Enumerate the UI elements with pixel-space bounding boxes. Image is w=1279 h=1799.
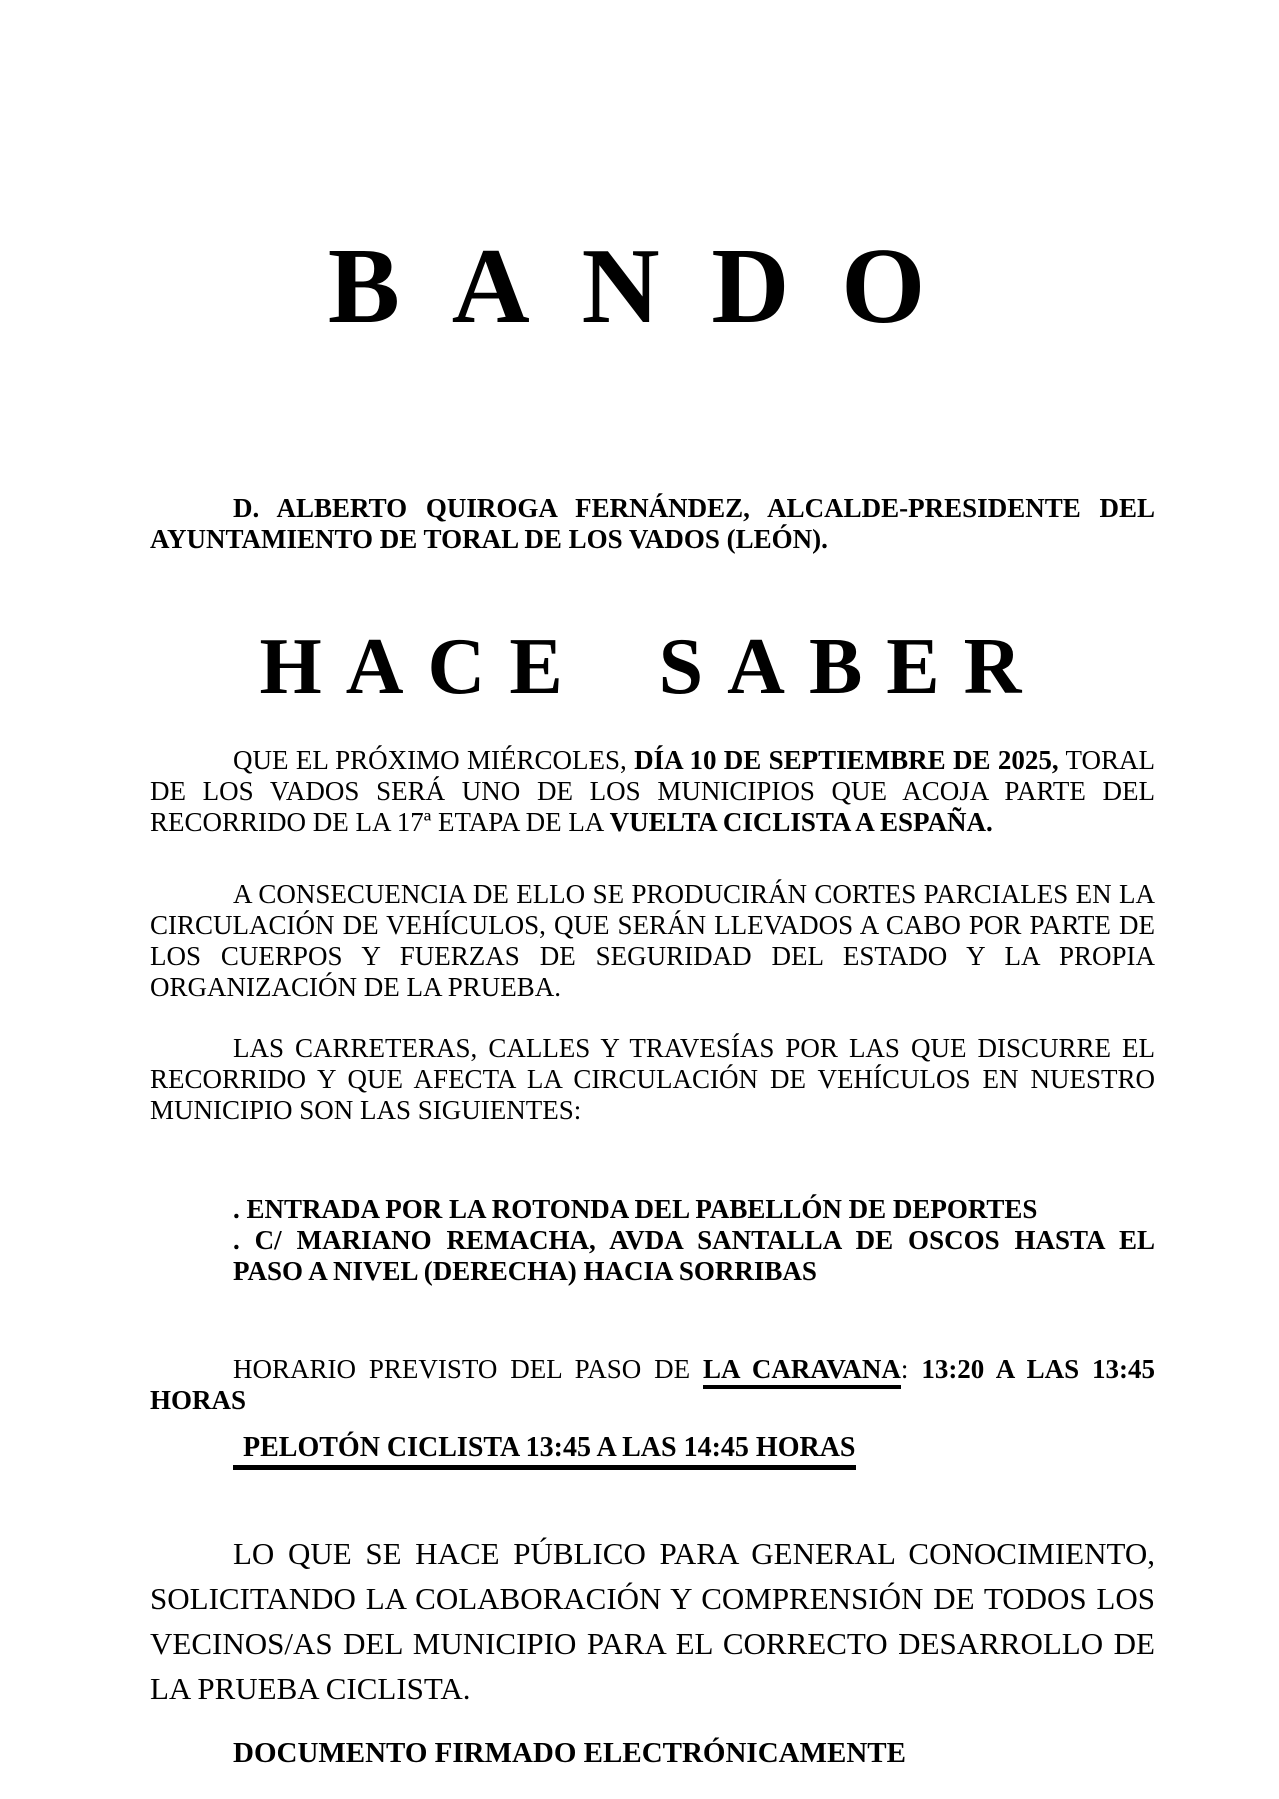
document-title: BANDO xyxy=(327,227,978,346)
caravan-label-underlined: LA CARAVANA xyxy=(703,1354,901,1389)
traffic-notice-paragraph: A CONSECUENCIA DE ELLO SE PRODUCIRÁN CORTES PARCIALES EN LA CIRCULACIÓN DE VEHÍCULOS, QUE SERÁN LLEVADOS A CABO POR PARTE DE LOS CUERPOS Y FUERZAS DE SEGURIDAD DEL ESTADO Y LA PROPIA ORGANIZACIÓN DE LA PRUEBA. xyxy=(150,879,1155,1002)
issuer-paragraph: D. ALBERTO QUIROGA FERNÁNDEZ, ALCALDE-PRESIDENTE DEL AYUNTAMIENTO DE TORAL DE LOS VADOS (LEÓN). xyxy=(150,493,1155,554)
peloton-time-underlined: PELOTÓN CICLISTA 13:45 A LAS 14:45 HORAS xyxy=(233,1432,856,1470)
route-item: . C/ MARIANO REMACHA, AVDA SANTALLA DE OSCOS HASTA EL PASO A NIVEL (DERECHA) HACIA SORRIBAS xyxy=(233,1225,1155,1286)
route-list xyxy=(233,1194,1155,1287)
peloton-schedule-line xyxy=(150,1432,1155,1463)
announcement-date: DÍA 10 DE SEPTIEMBRE DE 2025, xyxy=(634,745,1059,775)
schedule-prefix: HORARIO PREVISTO DEL PASO DE xyxy=(233,1354,703,1384)
schedule-separator: : xyxy=(900,1354,922,1384)
signature-line: DOCUMENTO FIRMADO ELECTRÓNICAMENTE xyxy=(233,1737,906,1769)
caravan-time: 13:20 A LAS 13:45 HORAS xyxy=(150,1354,1155,1415)
document-subtitle: HACE SABER xyxy=(259,623,1046,711)
announcement-body: TORAL DE LOS VADOS SERÁ UNO DE LOS MUNICIPIOS QUE ACOJA PARTE DEL RECORRIDO DE LA 17ª ETAPA DE LA xyxy=(150,745,1155,837)
announcement-lead: QUE EL PRÓXIMO MIÉRCOLES, xyxy=(233,745,635,775)
closing-paragraph: LO QUE SE HACE PÚBLICO PARA GENERAL CONOCIMIENTO, SOLICITANDO LA COLABORACIÓN Y COMPRENSIÓN DE TODOS LOS VECINOS/AS DEL MUNICIPIO PARA EL CORRECTO DESARROLLO DE LA PRUEBA CICLISTA. xyxy=(150,1536,1155,1706)
schedule-paragraph xyxy=(150,1354,1155,1416)
route-item: . ENTRADA POR LA ROTONDA DEL PABELLÓN DE DEPORTES xyxy=(233,1194,1038,1224)
announcement-event: VUELTA CICLISTA A ESPAÑA. xyxy=(609,807,993,837)
roads-intro-paragraph: LAS CARRETERAS, CALLES Y TRAVESÍAS POR LAS QUE DISCURRE EL RECORRIDO Y QUE AFECTA LA CIRCULACIÓN DE VEHÍCULOS EN NUESTRO MUNICIPIO SON LAS SIGUIENTES: xyxy=(150,1033,1155,1125)
announcement-paragraph xyxy=(150,745,1155,838)
